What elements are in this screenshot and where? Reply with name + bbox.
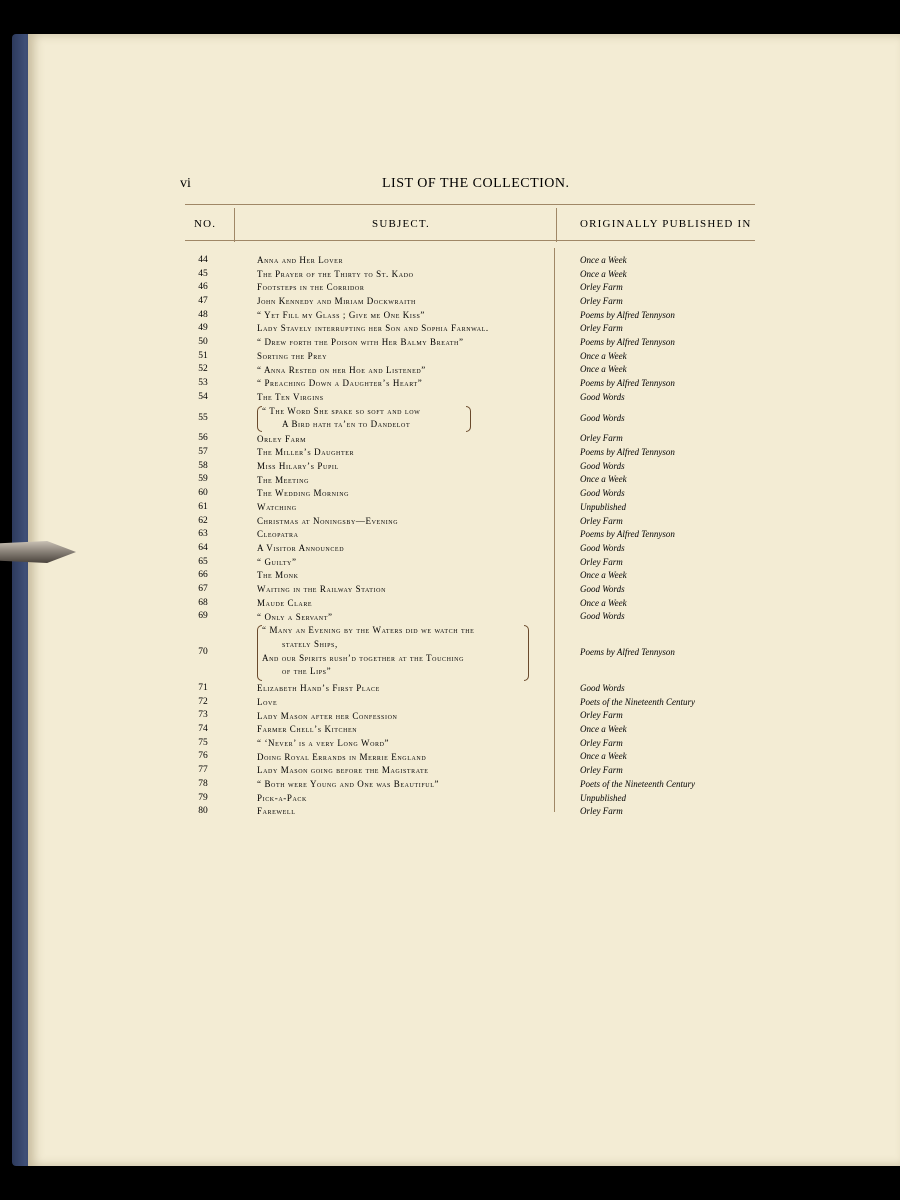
row-published-in: Good Words <box>580 611 625 622</box>
row-subject: A Visitor Announced <box>257 543 345 554</box>
row-published-in: Once a Week <box>580 724 627 735</box>
row-published-in: Once a Week <box>580 350 627 361</box>
row-published-in: Poems by Alfred Tennyson <box>580 336 675 347</box>
table-row <box>0 682 872 696</box>
running-head: LIST OF THE COLLECTION. <box>382 176 570 191</box>
column-header-no: NO. <box>194 218 217 230</box>
row-number: 78 <box>198 778 208 789</box>
row-published-in: Once a Week <box>580 364 627 375</box>
table-row <box>0 710 872 724</box>
table-row <box>0 460 872 474</box>
row-number: 55 <box>198 412 208 423</box>
row-number: 46 <box>198 282 208 293</box>
row-published-in: Orley Farm <box>580 433 623 444</box>
row-subject: Sorting the Prey <box>257 350 328 361</box>
row-number: 67 <box>198 583 208 594</box>
table-header-rule <box>185 240 755 241</box>
table-row <box>0 624 872 682</box>
row-number: 53 <box>198 378 208 389</box>
table-row <box>0 583 872 597</box>
table-row <box>0 737 872 751</box>
row-number: 50 <box>198 336 208 347</box>
row-number: 44 <box>198 254 208 265</box>
row-subject: “ ‘Never’ is a very Long Word” <box>257 737 390 748</box>
row-number: 73 <box>198 710 208 721</box>
row-subject: Christmas at Noningsby—Evening <box>257 515 399 526</box>
row-published-in: Once a Week <box>580 570 627 581</box>
row-subject: Lady Mason after her Confession <box>257 710 398 721</box>
row-subject: “ Guilty” <box>257 556 297 567</box>
row-subject: Watching <box>257 502 297 512</box>
row-subject: “ Drew forth the Poison with Her Balmy Breath” <box>257 337 464 348</box>
row-subject: Farewell <box>257 806 296 817</box>
row-subject: The Wedding Morning <box>257 488 350 499</box>
table-row <box>0 254 872 268</box>
row-subject: Lady Mason going before the Magistrate <box>257 765 429 776</box>
table-row <box>0 322 872 336</box>
table-row <box>0 723 872 737</box>
table-row <box>0 405 872 433</box>
table-row <box>0 377 872 391</box>
row-subject: The Monk <box>257 570 299 581</box>
table-row <box>0 696 872 710</box>
row-published-in: Unpublished <box>580 792 626 803</box>
row-subject: John Kennedy and Miriam Dockwraith <box>257 296 416 307</box>
page-number: vi <box>180 176 191 191</box>
row-published-in: Good Words <box>580 460 625 471</box>
row-number: 45 <box>198 268 208 279</box>
row-number: 62 <box>198 515 208 526</box>
row-subject: “ The Word She spake so soft and low A Bird hath ta’en to Dandelot <box>262 405 421 430</box>
row-subject: Miss Hilary’s Pupil <box>257 460 339 471</box>
row-published-in: Poems by Alfred Tennyson <box>580 309 675 320</box>
table-row <box>0 295 872 309</box>
row-published-in: Orley Farm <box>580 282 623 293</box>
row-published-in: Good Words <box>580 542 625 553</box>
row-published-in: Unpublished <box>580 501 626 512</box>
row-subject: “ Many an Evening by the Waters did we watch the stately Ships, And our Spirits rush’d together at the Touching of the Lips” <box>262 625 475 677</box>
table-row <box>0 364 872 378</box>
table-row <box>0 391 872 405</box>
table-row <box>0 805 872 819</box>
row-number: 66 <box>198 570 208 581</box>
row-published-in: Once a Week <box>580 474 627 485</box>
table-row <box>0 611 872 625</box>
table-row <box>0 433 872 447</box>
row-subject: Elizabeth Hand’s First Place <box>257 683 380 694</box>
row-subject: Orley Farm <box>257 433 307 444</box>
row-subject: The Prayer of the Thirty to St. Kado <box>257 268 414 279</box>
row-subject: Farmer Chell’s Kitchen <box>257 724 358 735</box>
row-number: 61 <box>198 501 208 512</box>
row-subject: The Miller’s Daughter <box>257 447 355 458</box>
row-published-in: Orley Farm <box>580 556 623 567</box>
row-published-in: Orley Farm <box>580 737 623 748</box>
row-published-in: Orley Farm <box>580 323 623 334</box>
row-number: 60 <box>198 488 208 499</box>
table-row <box>0 487 872 501</box>
table-row <box>0 515 872 529</box>
table-row <box>0 281 872 295</box>
row-published-in: Good Words <box>580 683 625 694</box>
column-divider <box>234 208 235 242</box>
row-subject: Cleopatra <box>257 529 299 540</box>
row-subject: “ Yet Fill my Glass ; Give me One Kiss” <box>257 309 425 320</box>
row-published-in: Poems by Alfred Tennyson <box>580 647 675 658</box>
row-published-in: Orley Farm <box>580 295 623 306</box>
row-number: 69 <box>198 611 208 622</box>
table-row <box>0 542 872 556</box>
table-row <box>0 597 872 611</box>
table-row <box>0 501 872 515</box>
row-number: 79 <box>198 792 208 803</box>
row-published-in: Good Words <box>580 391 625 402</box>
table-row <box>0 764 872 778</box>
row-number: 77 <box>198 765 208 776</box>
row-subject: Lady Stavely interrupting her Son and Sophia Farnwal. <box>257 323 489 334</box>
row-published-in: Orley Farm <box>580 806 623 817</box>
row-published-in: Good Words <box>580 583 625 594</box>
column-header-published: ORIGINALLY PUBLISHED IN <box>580 218 752 230</box>
brace-left <box>257 406 262 432</box>
row-subject: Love <box>257 696 278 707</box>
table-row <box>0 569 872 583</box>
row-published-in: Once a Week <box>580 597 627 608</box>
table-row <box>0 474 872 488</box>
row-subject: Anna and Her Lover <box>257 255 344 265</box>
row-published-in: Once a Week <box>580 254 627 265</box>
row-published-in: Poems by Alfred Tennyson <box>580 378 675 389</box>
row-published-in: Good Words <box>580 412 625 423</box>
row-number: 75 <box>198 737 208 748</box>
row-number: 56 <box>198 433 208 444</box>
table-row <box>0 446 872 460</box>
row-number: 58 <box>198 460 208 471</box>
column-divider <box>556 208 557 242</box>
row-published-in: Poems by Alfred Tennyson <box>580 447 675 458</box>
table-row <box>0 528 872 542</box>
row-published-in: Poets of the Nineteenth Century <box>580 696 695 707</box>
row-number: 54 <box>198 391 208 402</box>
row-subject: The Meeting <box>257 474 310 485</box>
row-number: 51 <box>198 350 208 361</box>
row-subject: Pick-a-Pack <box>257 792 307 803</box>
row-number: 52 <box>198 364 208 375</box>
row-subject: “ Anna Rested on her Hoe and Listened” <box>257 364 426 375</box>
row-number: 68 <box>198 597 208 608</box>
row-number: 47 <box>198 295 208 306</box>
row-number: 72 <box>198 696 208 707</box>
row-number: 59 <box>198 474 208 485</box>
table-row <box>0 336 872 350</box>
table-row <box>0 268 872 282</box>
row-subject: “ Both were Young and One was Beautiful” <box>257 779 440 789</box>
brace-right <box>524 625 529 681</box>
row-published-in: Poems by Alfred Tennyson <box>580 529 675 540</box>
row-subject: Maude Clare <box>257 597 313 608</box>
row-published-in: Orley Farm <box>580 515 623 526</box>
row-number: 71 <box>198 683 208 694</box>
row-published-in: Once a Week <box>580 268 627 279</box>
row-published-in: Orley Farm <box>580 765 623 776</box>
row-number: 48 <box>198 309 208 320</box>
row-number: 49 <box>198 323 208 334</box>
row-published-in: Poets of the Nineteenth Century <box>580 778 695 789</box>
row-number: 76 <box>198 751 208 762</box>
row-number: 64 <box>198 542 208 553</box>
row-number: 65 <box>198 556 208 567</box>
table-row <box>0 556 872 570</box>
table-row <box>0 792 872 806</box>
row-number: 74 <box>198 724 208 735</box>
row-published-in: Once a Week <box>580 751 627 762</box>
collection-table-body <box>0 254 872 819</box>
row-subject: Doing Royal Errands in Merrie England <box>257 751 427 762</box>
row-subject: Footsteps in the Corridor <box>257 282 365 293</box>
brace-right <box>466 406 471 432</box>
row-number: 57 <box>198 447 208 458</box>
table-top-rule <box>185 204 755 205</box>
row-subject: “ Preaching Down a Daughter’s Heart” <box>257 378 423 389</box>
brace-left <box>257 625 262 681</box>
row-subject: “ Only a Servant” <box>257 611 333 622</box>
table-row <box>0 751 872 765</box>
row-subject: Waiting in the Railway Station <box>257 584 387 595</box>
column-header-subject: SUBJECT. <box>372 218 430 230</box>
row-published-in: Orley Farm <box>580 710 623 721</box>
row-published-in: Good Words <box>580 488 625 499</box>
row-number: 70 <box>198 647 208 658</box>
table-row <box>0 309 872 323</box>
table-row <box>0 778 872 792</box>
row-number: 63 <box>198 529 208 540</box>
row-subject: The Ten Virgins <box>257 391 324 402</box>
row-number: 80 <box>198 806 208 817</box>
table-row <box>0 350 872 364</box>
